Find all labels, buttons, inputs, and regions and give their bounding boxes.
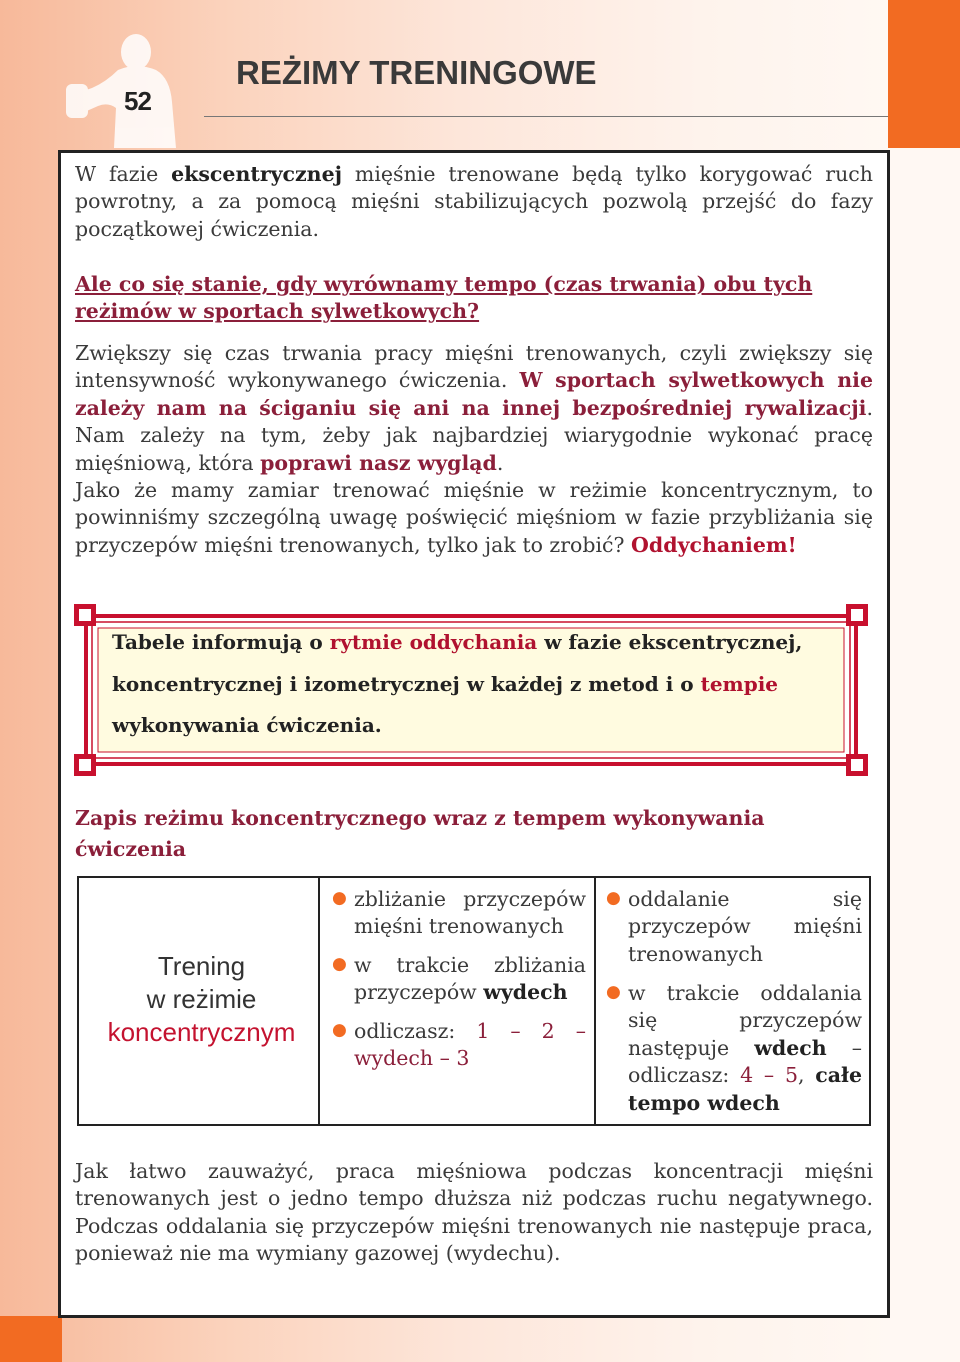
title-rule	[204, 116, 888, 117]
table-label: Trening w reżimie koncentrycznym	[107, 951, 296, 1047]
table-approach-cell	[318, 878, 596, 1124]
athlete-silhouette-icon	[58, 22, 208, 148]
list-item: zbliżanie przyczepów mięśni trenowanych	[354, 887, 586, 939]
list-item: oddalanie się przyczepów mięśni trenowanych	[628, 887, 862, 966]
note-text: Tabele informują o rytmie oddychania w fazie ekscentrycznej, koncentrycznej i izometrycznej w każdej z metod i o tempie wykonywania ćwiczenia.	[112, 630, 803, 737]
breathing-paragraph: Jako że mamy zamiar trenować mięśnie w reżimie koncentrycznym, to powinniśmy szczególną uwagę poświęcić mięśniom w fazie przybliżania się przyczepów mięśni trenowanych, tylko jak to zrobić? Oddychaniem!	[75, 478, 873, 557]
question-heading: Ale co się stanie, gdy wyrównamy tempo (czas trwania) obu tych reżimów w sportach sylwetkowych?	[75, 272, 813, 324]
bullet-icon: ●	[606, 982, 621, 1002]
bullet-icon: ●	[332, 954, 347, 974]
concentric-regime-table	[77, 876, 871, 1126]
page-title: REŻIMY TRENINGOWE	[236, 54, 597, 91]
list-item: w trakcie oddalania się przyczepów następuje wdech – odliczasz: 4 – 5, całe tempo wdech	[628, 981, 862, 1115]
corner-foot	[0, 1316, 62, 1362]
page-number: 52	[124, 86, 151, 116]
answer-paragraph: Zwiększy się czas trwania pracy mięśni trenowanych, czyli zwiększy się intensywność wykonywanego ćwiczenia. W sportach sylwetkowych nie zależy nam na ściganiu się ani na innej bezpośredniej rywalizacji. Nam zależy na tym, żeby jak najbardziej wiarygodnie wykonać pracę mięśniową, która poprawi nasz wygląd.	[75, 341, 873, 475]
table-separation-cell	[594, 878, 871, 1124]
bullet-icon: ●	[606, 888, 621, 908]
closing-paragraph: Jak łatwo zauważyć, praca mięśniowa podczas koncentracji mięśni trenowanych jest o jedno tempo dłuższa niż podczas ruchu negatywnego. Podczas oddalania się przyczepów mięśni trenowanych nie następuje praca, ponieważ nie ma wymiany gazowej (wydechu).	[75, 1159, 873, 1266]
table-label-cell	[79, 878, 318, 1124]
bullet-icon: ●	[332, 1020, 347, 1040]
list-item: w trakcie zbliżania przyczepów wydech	[354, 953, 586, 1005]
section-heading: Zapis reżimu koncentrycznego wraz z tempem wykonywania ćwiczenia	[75, 806, 765, 861]
intro-paragraph: W fazie ekscentrycznej mięśnie trenowane będą tylko korygować ruch powrotny, a za pomocą mięśni stabilizujących pozwolą przejść do fazy początkowej ćwiczenia.	[75, 162, 873, 241]
bullet-icon: ●	[332, 888, 347, 908]
list-item: odliczasz: 1 – 2 – wydech – 3	[354, 1019, 587, 1071]
corner-tab	[888, 0, 960, 148]
